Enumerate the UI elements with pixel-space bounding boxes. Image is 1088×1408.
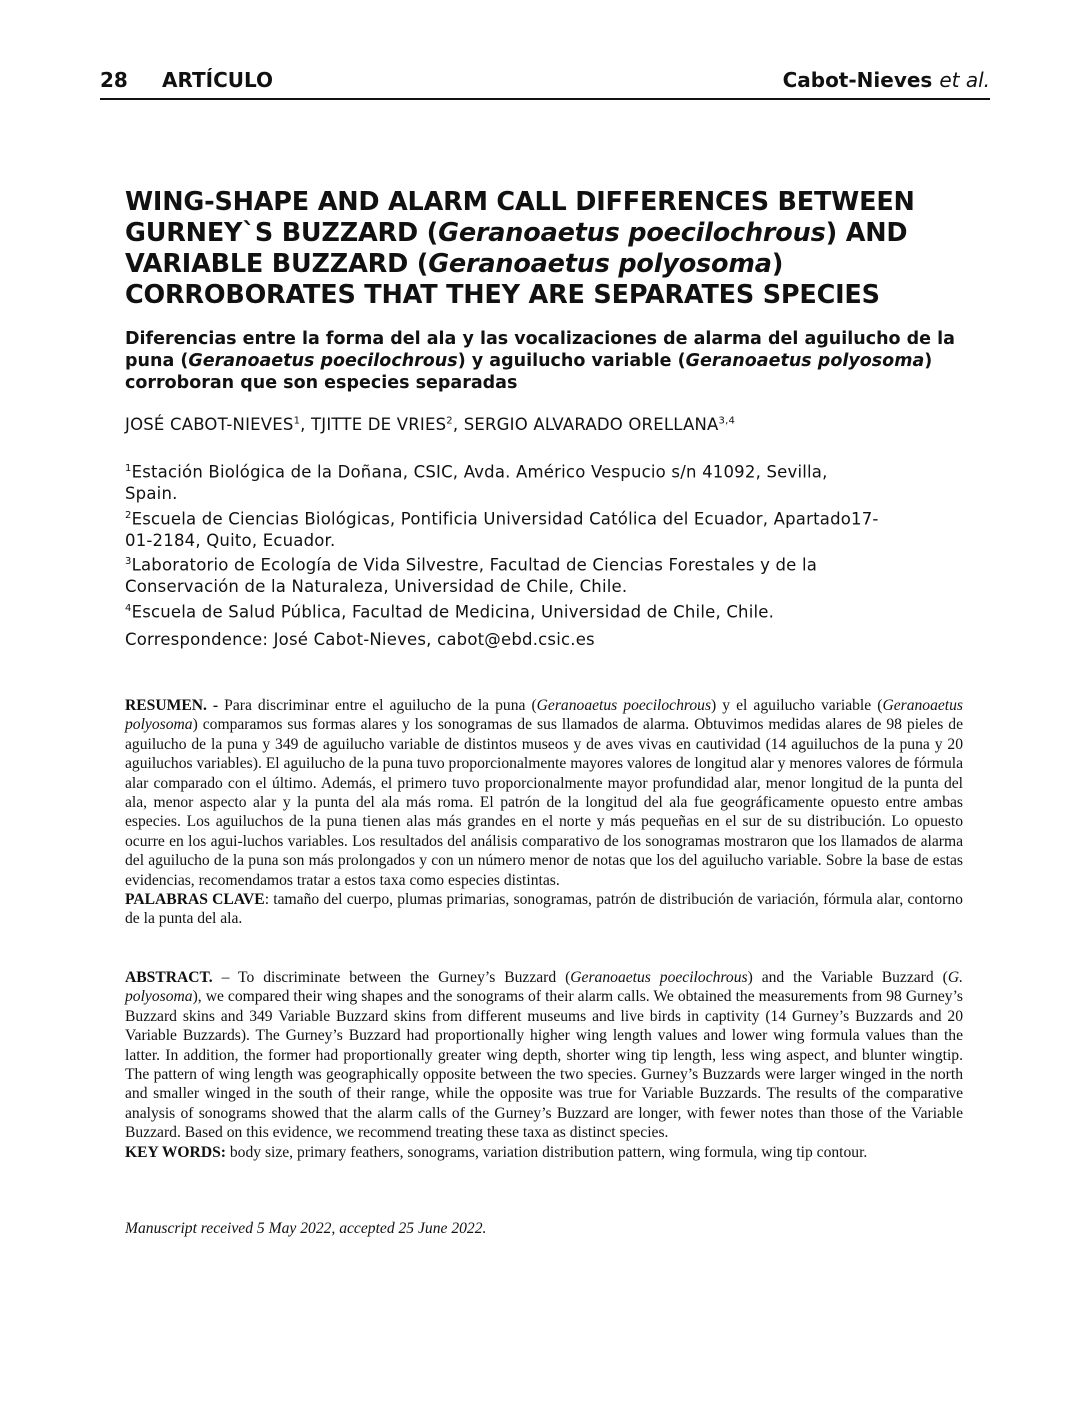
subtitle-species-2: Geranoaetus polyosoma (685, 351, 925, 371)
key-words-heading: KEY WORDS: (125, 1143, 226, 1161)
palabras-clave (125, 890, 963, 929)
subtitle-part-1: Diferencias entre la forma del ala y las vocalizaciones de alarma del aguilucho de la puna ( (125, 329, 955, 371)
resumen-heading: RESUMEN. - (125, 697, 219, 714)
author-2: TJITTE DE VRIES (311, 415, 447, 434)
abstract-section (125, 968, 963, 1162)
resumen-section (125, 696, 963, 929)
resumen-species-1: Geranoaetus poecilochrous (536, 697, 712, 714)
subtitle-part-3: ) corroboran que son especies separadas (125, 351, 933, 393)
title-species-1: Geranoaetus poecilochrous (438, 218, 826, 248)
key-words (125, 1143, 963, 1162)
author-3-affil: 3,4 (718, 415, 736, 427)
resumen-species-2: Geranoaetus polyosoma (125, 697, 963, 734)
title-line-3a: VARIABLE BUZZARD ( (125, 249, 429, 279)
affiliation-2-number: 2 (125, 509, 132, 521)
abstract-species-2: G. polyosoma (125, 969, 963, 1006)
title-species-2: Geranoaetus polyosoma (428, 249, 772, 279)
affiliation-1 (125, 458, 885, 505)
subtitle-part-2: ) y aguilucho variable ( (457, 351, 686, 371)
subtitle-species-1: Geranoaetus poecilochrous (188, 351, 458, 371)
running-authors-etal: et al. (939, 68, 990, 92)
affiliation-4 (125, 598, 885, 623)
affiliation-1-number: 1 (125, 463, 132, 474)
author-1: JOSÉ CABOT-NIEVES (125, 415, 294, 434)
abstract-text-2: ) and the Variable Buzzard ( (747, 969, 948, 986)
key-words-text: body size, primary feathers, sonograms, variation distribution pattern, wing formula, wing tip contour. (225, 1143, 868, 1161)
resumen-text-1: Para discriminar entre el aguilucho de la puna ( (218, 697, 537, 714)
resumen-text-3: ) comparamos sus formas alares y los sonogramas de sus llamados de alarma. Obtuvimos medidas alares de 98 pieles de aguilucho de la puna y 349 de aguilucho variable de distintos museos y de aves vivas en cautividad (14 aguiluchos de la puna y 20 aguiluchos variables). El aguilucho de la puna tuvo proporcionalmente mayores valores de longitud alar y menores valores de fórmula alar comparado con el último. Además, el primero tuvo proporcionalmente mayor profundidad alar, menor longitud de la punta del ala, menor aspecto alar y la punta del ala más roma. El patrón de la longitud del ala fue geográficamente opuesto entre ambas especies. Los aguiluchos de la puna tienen alas más grandes en el norte y más pequeñas en el sur de su distribución. Lo opuesto ocurre en los agui-luchos variables. Los resultados del análisis comparativo de los sonogramas mostraron que los llamados de alarma del aguilucho de la puna son más prolongados y con un número menor de notas que los del aguilucho variable. Sobre la base de estas evidencias, recomendamos tratar a estos taxa como especies distintas. (125, 716, 963, 889)
abstract-text-1: – To discriminate between the Gurney’s Buzzard ( (212, 969, 571, 986)
spanish-title (125, 328, 965, 394)
page-number: 28 (100, 68, 128, 92)
palabras-clave-heading: PALABRAS CLAVE (125, 891, 265, 909)
abstract-species-1: Geranoaetus poecilochrous (570, 969, 748, 986)
affiliation-4-text: Escuela de Salud Pública, Facultad de Medicina, Universidad de Chile, Chile. (131, 602, 775, 621)
section-label: ARTÍCULO (162, 68, 274, 92)
resumen-text-2: ) y el aguilucho variable ( (711, 697, 883, 714)
affiliation-1-text: Estación Biológica de la Doñana, CSIC, Avda. Américo Vespucio s/n 41092, Sevilla, Spain. (125, 462, 828, 503)
abstract-paragraph (125, 968, 963, 1143)
resumen-paragraph (125, 696, 963, 890)
author-3: SERGIO ALVARADO ORELLANA (463, 415, 719, 434)
running-head (100, 66, 990, 100)
author-sep-2: , (452, 415, 464, 434)
abstract-text-3: ), we compared their wing shapes and the sonograms of their alarm calls. We obtained the measurements from 98 Gurney’s Buzzard skins and 349 Variable Buzzard skins from different museums and live birds in captivity (14 Gurney’s Buzzards and 20 Variable Buzzards). The Gurney’s Buzzard had proportionally higher wing length values and lower wing formula values than the latter. In addition, the former had proportionally greater wing depth, shorter wing tip length, less wing aspect, and blunter wingtip. The pattern of wing length was geographically opposite between the two species. Gurney’s Buzzards were larger winged in the north and smaller winged in the south of their range, while the opposite was true for Variable Buzzards. The results of the comparative analysis of sonograms showed that the alarm calls of the Gurney’s Buzzard are longer, with fewer notes than those of the Variable Buzzard. Based on this evidence, we recommend treating these taxa as distinct species. (125, 988, 963, 1142)
abstract-heading: ABSTRACT. (125, 969, 213, 986)
correspondence: Correspondence: José Cabot-Nieves, cabot@ebd.csic.es (125, 630, 595, 649)
running-authors-name: Cabot-Nieves (782, 68, 933, 92)
affiliation-3-text: Laboratorio de Ecología de Vida Silvestre, Facultad de Ciencias Forestales y de la Conservación de la Naturaleza, Universidad de Chile, Chile. (125, 555, 818, 596)
affiliation-3 (125, 551, 885, 598)
affiliation-4-number: 4 (125, 602, 132, 614)
author-2-affil: 2 (446, 415, 453, 427)
author-list (125, 415, 735, 434)
article-title (125, 187, 955, 311)
author-sep-1: , (300, 415, 312, 434)
title-line-4: CORROBORATES THAT THEY ARE SEPARATES SPECIES (125, 280, 880, 310)
palabras-clave-text: : tamaño del cuerpo, plumas primarias, sonogramas, patrón de distribución de variación, fórmula alar, contorno de la punta del ala. (125, 891, 963, 928)
title-line-2a: GURNEY`S BUZZARD ( (125, 218, 439, 248)
affiliations (125, 458, 885, 623)
manuscript-dates: Manuscript received 5 May 2022, accepted 25 June 2022. (125, 1220, 487, 1237)
affiliation-2 (125, 505, 885, 552)
running-authors (783, 68, 990, 92)
affiliation-3-number: 3 (125, 556, 132, 567)
title-line-3b: ) (771, 249, 784, 279)
author-1-affil: 1 (293, 415, 301, 427)
title-line-1: WING-SHAPE AND ALARM CALL DIFFERENCES BETWEEN (125, 187, 915, 217)
affiliation-2-text: Escuela de Ciencias Biológicas, Pontificia Universidad Católica del Ecuador, Apartado17-01-2184, Quito, Ecuador. (125, 509, 879, 550)
title-line-2b: ) AND (825, 218, 908, 248)
